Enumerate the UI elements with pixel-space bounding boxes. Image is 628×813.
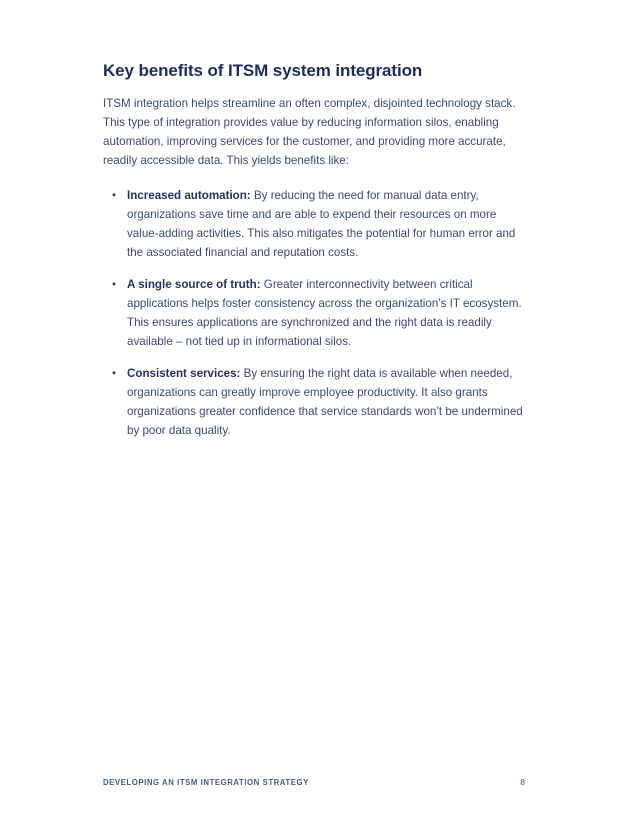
intro-paragraph: ITSM integration helps streamline an often complex, disjointed technology stack. This type of integration provides value by reducing information silos, enabling automation, improving services for the customer, and providing more accurate, readily accessible data. This yields benefits like: <box>103 97 516 167</box>
bullet-label: Consistent services: <box>127 367 241 380</box>
page-content <box>103 59 527 440</box>
page-footer <box>103 777 525 788</box>
bullet-text: By reducing the need for manual data entry, organizations save time and are able to expend their resources on more value-adding activities. This also mitigates the potential for human error and the associated financial and reputation costs. <box>127 189 516 259</box>
bullet-body <box>127 367 523 437</box>
bullet-icon: • <box>112 189 117 202</box>
bullet-body <box>127 278 522 348</box>
bullet-text: By ensuring the right data is available when needed, organizations can greatly improve employee productivity. It also grants organizations greater confidence that service standards won’t be undermined by poor data quality. <box>127 367 523 437</box>
benefits-list <box>103 186 527 440</box>
bullet-body <box>127 189 515 259</box>
page-number: 8 <box>520 777 525 787</box>
list-item <box>103 186 527 262</box>
list-item <box>103 364 527 440</box>
footer-title: DEVELOPING AN ITSM INTEGRATION STRATEGY <box>103 778 309 787</box>
bullet-icon: • <box>112 278 117 291</box>
bullet-label: A single source of truth: <box>127 278 261 291</box>
page-title: Key benefits of ITSM system integration <box>103 61 423 80</box>
bullet-icon: • <box>112 367 117 380</box>
list-item <box>103 275 527 351</box>
bullet-label: Increased automation: <box>127 189 251 202</box>
bullet-text: Greater interconnectivity between critical applications helps foster consistency across the organization’s IT ecosystem. This ensures applications are synchronized and the right data is readily available – not tied up in informational silos. <box>127 278 522 348</box>
